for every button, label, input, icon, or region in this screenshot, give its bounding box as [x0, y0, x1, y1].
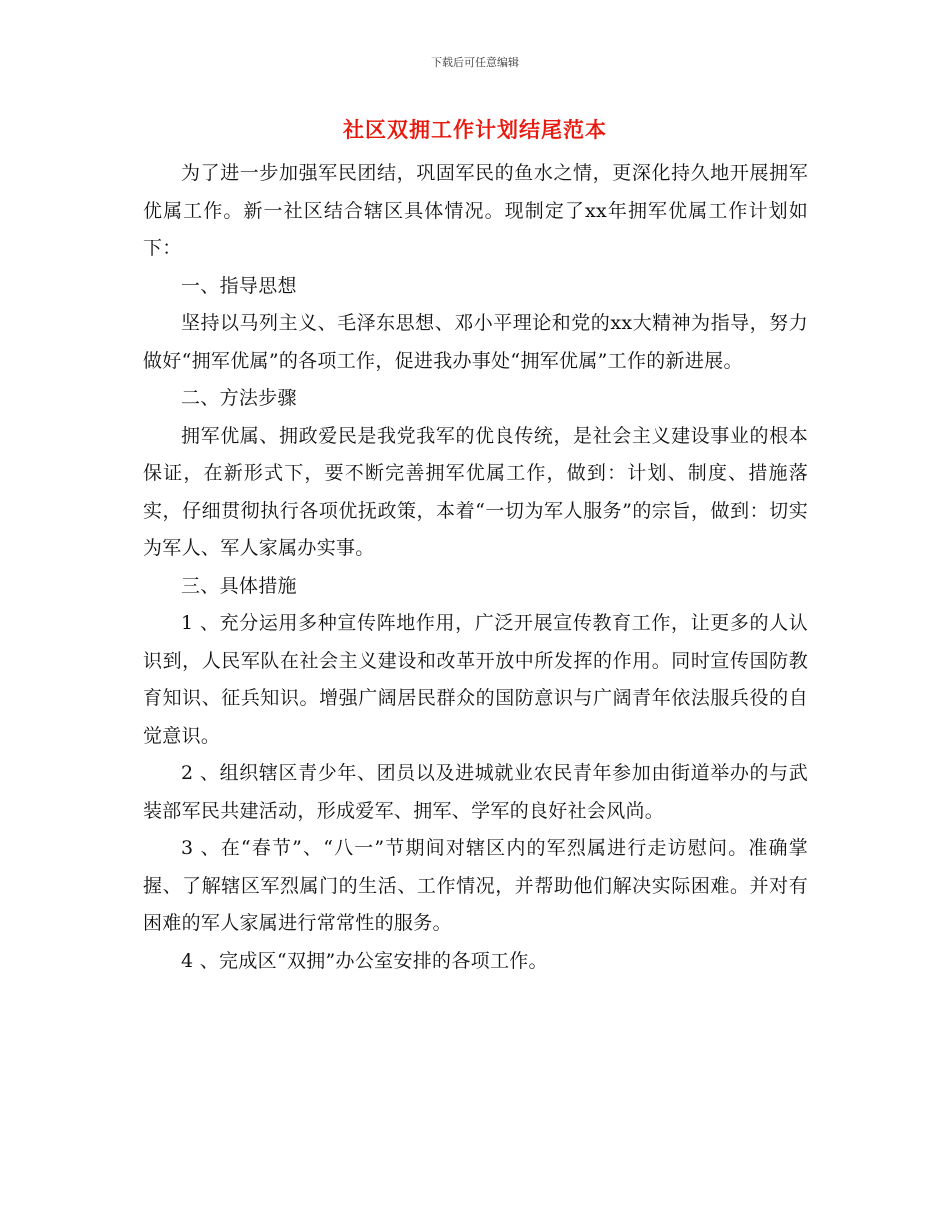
measure-item-3: 3 、在“春节”、“八一”节期间对辖区内的军烈属进行走访慰问。准确掌握、了解辖区军烈属门的生活、工作情况，并帮助他们解决实际困难。并对有困难的军人家属进行常常性的服务。 [143, 837, 808, 934]
section-heading-methods: 二、方法步骤 [181, 387, 297, 409]
guiding-thought-paragraph: 坚持以马列主义、毛泽东思想、邓小平理论和党的xx大精神为指导，努力做好“拥军优属”的各项工作，促进我办事处“拥军优属”工作的新进展。 [143, 312, 808, 372]
measure-item-2: 2 、组织辖区青少年、团员以及进城就业农民青年参加由街道举办的与武装部军民共建活动，形成爱军、拥军、学军的良好社会风尚。 [143, 762, 808, 822]
intro-paragraph: 为了进一步加强军民团结，巩固军民的鱼水之情，更深化持久地开展拥军优属工作。新一社区结合辖区具体情况。现制定了xx年拥军优属工作计划如下： [143, 162, 808, 259]
section-heading-measures: 三、具体措施 [181, 574, 297, 597]
document-title: 社区双拥工作计划结尾范本 [343, 118, 607, 142]
page-header: 下载后可任意编辑 [431, 56, 519, 69]
section-heading-guiding-thought: 一、指导思想 [181, 274, 297, 297]
methods-paragraph: 拥军优属、拥政爱民是我党我军的优良传统，是社会主义建设事业的根本保证，在新形式下，要不断完善拥军优属工作，做到：计划、制度、措施落实，仔细贯彻执行各项优抚政策，本着“一切为军人服务”的宗旨，做到：切实为军人、军人家属办实事。 [143, 424, 808, 559]
measure-item-4: 4 、完成区“双拥”办公室安排的各项工作。 [181, 949, 548, 972]
document-body [143, 155, 808, 980]
measure-item-1: 1 、充分运用多种宣传阵地作用，广泛开展宣传教育工作，让更多的人认识到，人民军队在社会主义建设和改革开放中所发挥的作用。同时宣传国防教育知识、征兵知识。增强广阔居民群众的国防意识与广阔青年依法服兵役的自觉意识。 [143, 612, 808, 747]
